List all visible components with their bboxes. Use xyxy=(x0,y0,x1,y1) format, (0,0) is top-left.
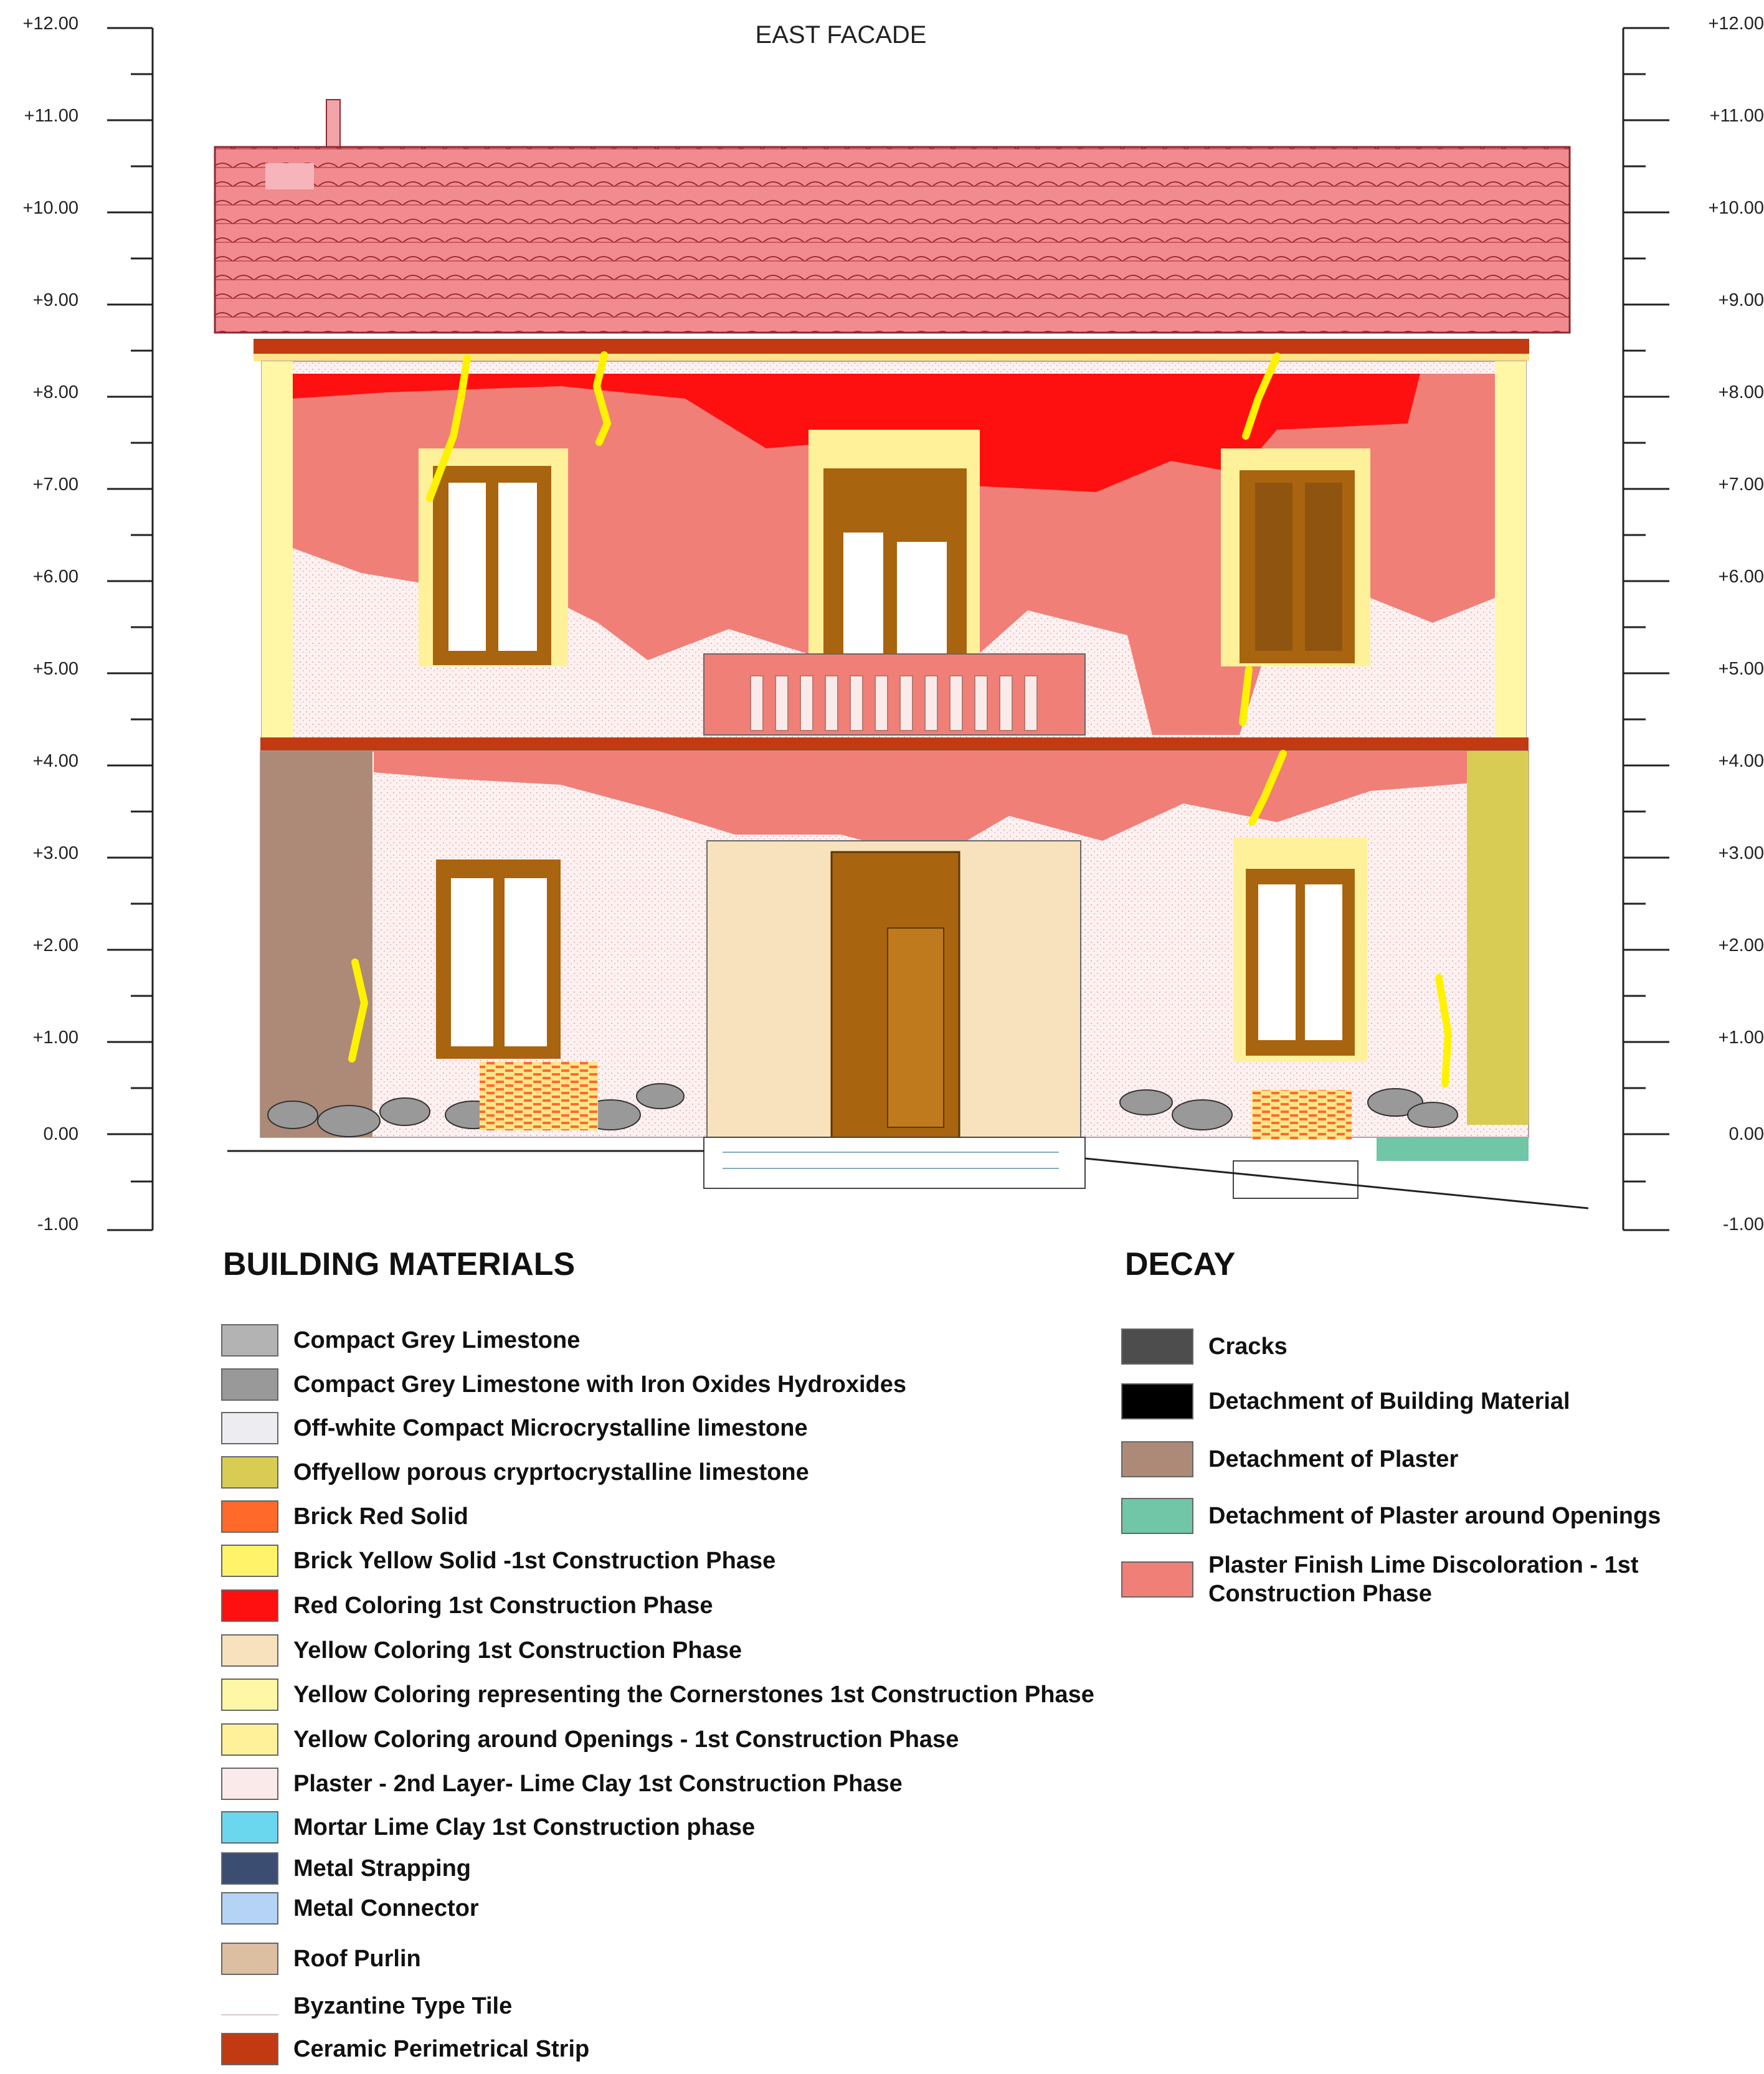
decay-legend-heading: DECAY xyxy=(1125,1246,1236,1282)
scale-bar-right xyxy=(1623,28,1669,1230)
legend-item xyxy=(1121,1499,1661,1533)
scale-label-left: +12.00 xyxy=(22,14,78,34)
legend-item xyxy=(1121,1550,1682,1609)
scale-label-right: +1.00 xyxy=(1718,1028,1764,1048)
legend-swatch xyxy=(221,1500,278,1533)
scale-label-right: +4.00 xyxy=(1718,751,1764,771)
scale-label-right: +5.00 xyxy=(1718,659,1764,679)
scale-label-left: 0.00 xyxy=(43,1124,78,1144)
legend-swatch xyxy=(1121,1561,1193,1598)
legend-label: Red Coloring 1st Construction Phase xyxy=(293,1592,713,1619)
legend-label: Roof Purlin xyxy=(293,1945,421,1972)
legend-item xyxy=(221,1989,512,2024)
offyellow-limestone-right xyxy=(1467,751,1529,1125)
scale-label-right: +10.00 xyxy=(1708,198,1764,218)
legend-item xyxy=(221,1891,479,1926)
scale-label-right: +2.00 xyxy=(1718,935,1764,955)
upper-window-right xyxy=(1221,448,1370,666)
legend-item xyxy=(1121,1384,1570,1419)
legend-swatch xyxy=(221,1545,278,1577)
legend-swatch xyxy=(221,1634,278,1667)
legend-label: Ceramic Perimetrical Strip xyxy=(293,2035,590,2062)
legend-item xyxy=(221,1323,580,1358)
scale-label-right: +3.00 xyxy=(1718,843,1764,863)
scale-label-left: +8.00 xyxy=(32,382,78,402)
legend-label: Yellow Coloring representing the Cornerstones 1st Construction Phase xyxy=(293,1681,1094,1708)
roof-tiles xyxy=(215,147,1570,333)
legend-label: Detachment of Plaster around Openings xyxy=(1208,1502,1661,1529)
legend-swatch xyxy=(1121,1441,1193,1477)
legend-item xyxy=(221,1766,903,1801)
facade-title: EAST FACADE xyxy=(755,21,927,49)
legend-label: Compact Grey Limestone with Iron Oxides Hydroxides xyxy=(293,1371,907,1398)
scale-label-left: +11.00 xyxy=(24,106,78,126)
chimney xyxy=(326,100,340,148)
legend-item xyxy=(221,2032,589,2067)
cornerstone-right-upper xyxy=(1495,361,1526,741)
legend-item xyxy=(221,1367,906,1402)
scale-label-left: -1.00 xyxy=(37,1215,78,1234)
legend-item xyxy=(221,1411,808,1446)
legend-swatch xyxy=(221,1811,278,1844)
legend-label: Detachment of Building Material xyxy=(1208,1388,1570,1414)
legend-label: Off-white Compact Microcrystalline limestone xyxy=(293,1414,808,1441)
upper-window-center xyxy=(808,430,980,660)
scale-label-left: +3.00 xyxy=(32,843,78,863)
scale-label-left: +6.00 xyxy=(32,567,78,587)
legend-item xyxy=(221,1677,1094,1712)
legend-label: Cracks xyxy=(1208,1333,1287,1360)
scale-label-right: +7.00 xyxy=(1718,475,1764,495)
scale-label-left: +9.00 xyxy=(32,290,78,310)
scale-label-right: +12.00 xyxy=(1708,14,1764,34)
legend-swatch xyxy=(1121,1328,1193,1365)
scale-label-left: +2.00 xyxy=(32,935,78,955)
brick-infill-right xyxy=(1252,1090,1352,1140)
legend-item xyxy=(1121,1329,1287,1364)
legend-swatch xyxy=(1121,1383,1193,1419)
legend-swatch xyxy=(1121,1498,1193,1534)
scale-label-left: +5.00 xyxy=(32,659,78,679)
legend-item xyxy=(221,1543,775,1578)
legend-item xyxy=(1121,1442,1458,1477)
legend-swatch xyxy=(221,1679,278,1711)
legend-label: Yellow Coloring 1st Construction Phase xyxy=(293,1637,742,1664)
legend-item xyxy=(221,1588,713,1623)
legend-label: Plaster Finish Lime Discoloration - 1st Construction Phase xyxy=(1208,1552,1639,1607)
scale-bar-left xyxy=(107,28,153,1230)
legend-swatch xyxy=(221,1723,278,1756)
ceramic-eave-strip xyxy=(254,339,1529,354)
floor-band-strip xyxy=(260,737,1529,751)
legend-swatch xyxy=(221,1368,278,1401)
cornerstone-left-upper xyxy=(262,361,293,741)
plaster-detachment-left xyxy=(260,751,372,1137)
legend-label: Compact Grey Limestone xyxy=(293,1327,581,1353)
legend-swatch xyxy=(221,1768,278,1800)
scale-label-right: +9.00 xyxy=(1718,290,1764,310)
legend-item xyxy=(221,1633,742,1668)
legend-label: Plaster - 2nd Layer- Lime Clay 1st Construction Phase xyxy=(293,1770,903,1797)
legend-label: Mortar Lime Clay 1st Construction phase xyxy=(293,1814,756,1840)
scale-label-right: +11.00 xyxy=(1709,106,1764,126)
upper-window-left xyxy=(419,448,568,666)
entrance-steps xyxy=(704,1137,1085,1188)
legend-swatch xyxy=(221,1997,278,2015)
legend-swatch xyxy=(221,1589,278,1622)
legend-swatch xyxy=(221,1412,278,1444)
scale-label-right: +6.00 xyxy=(1718,567,1764,587)
legend-label: Metal Strapping xyxy=(293,1855,472,1882)
legend-swatch xyxy=(221,2033,278,2065)
legend-item xyxy=(221,1941,421,1976)
scale-label-left: +1.00 xyxy=(32,1028,78,1048)
legend-item xyxy=(221,1722,959,1757)
plaster-around-opening-base xyxy=(1377,1137,1529,1161)
scale-label-left: +4.00 xyxy=(32,751,78,771)
lower-window-left xyxy=(436,859,561,1059)
scale-label-left: +7.00 xyxy=(32,475,78,495)
legend-swatch xyxy=(221,1852,278,1885)
scale-label-left: +10.00 xyxy=(22,198,78,218)
brick-infill-left xyxy=(480,1062,598,1130)
scale-label-right: 0.00 xyxy=(1728,1124,1764,1144)
scale-label-right: -1.00 xyxy=(1722,1215,1764,1234)
legend-label: Byzantine Type Tile xyxy=(293,1992,513,2019)
legend-label: Offyellow porous cryprtocrystalline limestone xyxy=(293,1459,809,1485)
legend-label: Yellow Coloring around Openings - 1st Construction Phase xyxy=(293,1726,959,1753)
legend-item xyxy=(221,1499,468,1534)
legend-item xyxy=(221,1851,471,1886)
legend-item xyxy=(221,1810,755,1845)
legend-item xyxy=(221,1455,809,1490)
legend-label: Detachment of Plaster xyxy=(1208,1446,1459,1472)
legend-label: Brick Yellow Solid -1st Construction Phase xyxy=(293,1547,776,1574)
legend-label: Brick Red Solid xyxy=(293,1503,468,1530)
legend-swatch xyxy=(221,1943,278,1975)
legend-swatch xyxy=(221,1324,278,1357)
scale-label-right: +8.00 xyxy=(1718,382,1764,402)
legend-swatch xyxy=(221,1456,278,1489)
legend-label: Metal Connector xyxy=(293,1895,479,1921)
legend-swatch xyxy=(221,1892,278,1925)
lower-window-right xyxy=(1233,838,1367,1062)
materials-legend-heading: BUILDING MATERIALS xyxy=(223,1246,576,1282)
